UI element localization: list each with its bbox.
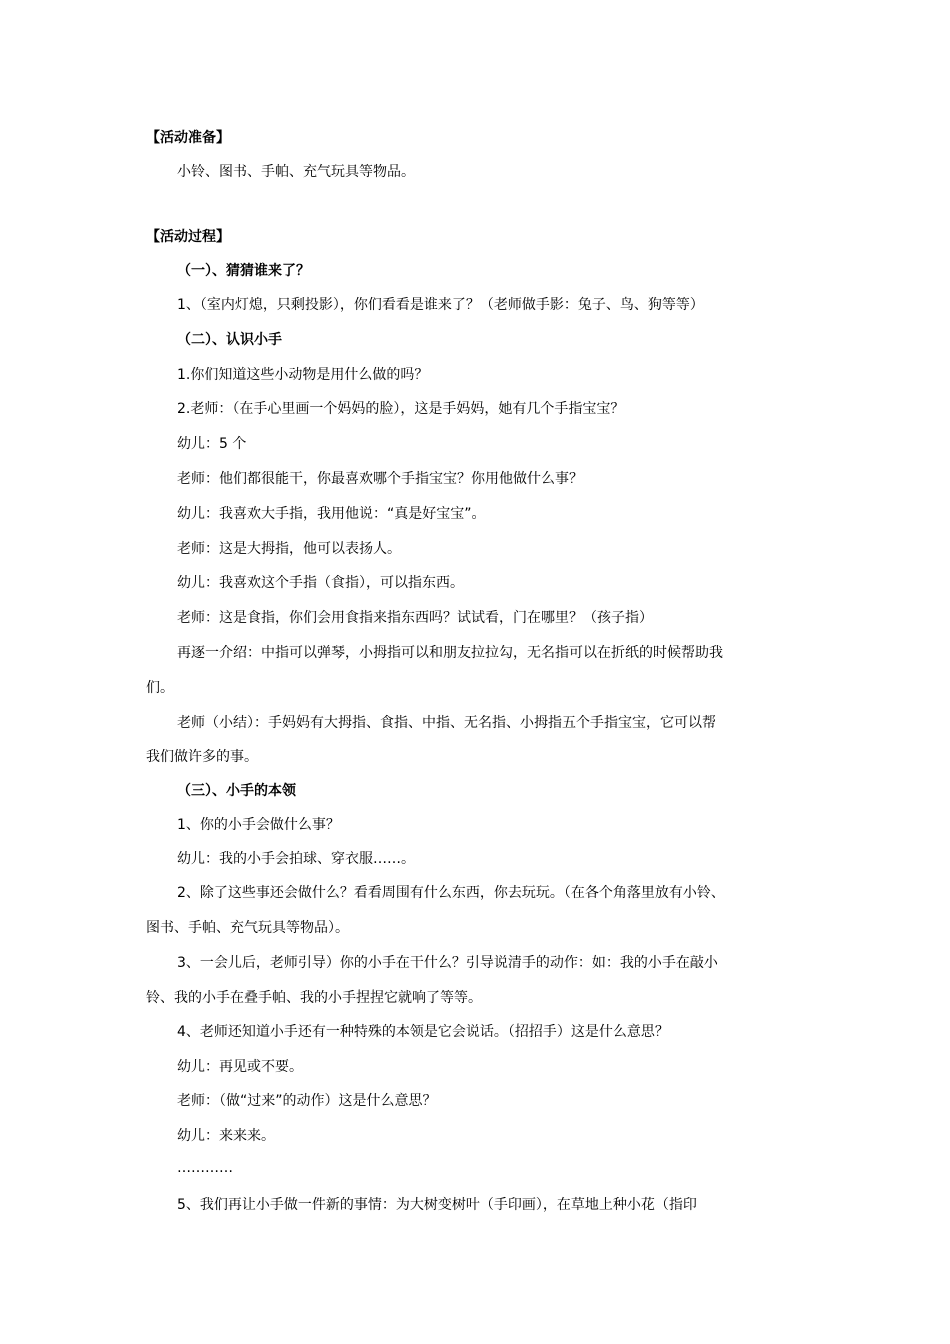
paragraph: 老师：他们都很能干，你最喜欢哪个手指宝宝？你用他做什么事？ [177, 471, 583, 487]
heading-activity-preparation: 【活动准备】 [146, 130, 230, 146]
paragraph-continuation: 铃、我的小手在叠手帕、我的小手捏捏它就响了等等。 [146, 990, 482, 1006]
ellipsis-line: ………… [177, 1160, 233, 1176]
paragraph: 幼儿：我的小手会拍球、穿衣服……。 [177, 851, 415, 867]
paragraph: 4、老师还知道小手还有一种特殊的本领是它会说话。（招招手）这是什么意思？ [177, 1024, 669, 1040]
heading-activity-process: 【活动过程】 [146, 229, 230, 245]
section-heading-1: （一）、猜猜谁来了？ [177, 263, 310, 279]
paragraph: 5、我们再让小手做一件新的事情：为大树变树叶（手印画），在草地上种小花（指印 [177, 1197, 697, 1213]
paragraph: 小铃、图书、手帕、充气玩具等物品。 [177, 164, 415, 180]
paragraph: 老师：这是大拇指，他可以表扬人。 [177, 541, 401, 557]
paragraph: 老师（小结）：手妈妈有大拇指、食指、中指、无名指、小拇指五个手指宝宝，它可以帮 [177, 715, 716, 731]
paragraph: 2.老师：（在手心里画一个妈妈的脸），这是手妈妈，她有几个手指宝宝？ [177, 401, 625, 417]
paragraph: 幼儿：来来来。 [177, 1128, 275, 1144]
paragraph: 3、一会儿后，老师引导）你的小手在干什么？引导说清手的动作：如：我的小手在敲小 [177, 955, 718, 971]
paragraph: 再逐一介绍：中指可以弹琴，小拇指可以和朋友拉拉勾，无名指可以在折纸的时候帮助我 [177, 645, 723, 661]
paragraph: 幼儿：再见或不要。 [177, 1059, 303, 1075]
paragraph: 幼儿：我喜欢这个手指（食指），可以指东西。 [177, 575, 464, 591]
paragraph-continuation: 们。 [146, 680, 174, 696]
paragraph: 1、（室内灯熄，只剩投影），你们看看是谁来了？（老师做手影：兔子、鸟、狗等等） [177, 297, 704, 313]
paragraph: 幼儿：我喜欢大手指，我用他说：“真是好宝宝”。 [177, 506, 486, 522]
section-heading-2: （二）、认识小手 [177, 332, 282, 348]
paragraph: 1、你的小手会做什么事？ [177, 817, 340, 833]
paragraph-continuation: 我们做许多的事。 [146, 749, 258, 765]
paragraph: 幼儿：5 个 [177, 436, 247, 452]
paragraph-continuation: 图书、手帕、充气玩具等物品）。 [146, 920, 349, 936]
paragraph: 老师：（做“过来”的动作）这是什么意思？ [177, 1093, 437, 1109]
paragraph: 1.你们知道这些小动物是用什么做的吗？ [177, 367, 429, 383]
paragraph: 老师：这是食指，你们会用食指来指东西吗？试试看，门在哪里？（孩子指） [177, 610, 653, 626]
paragraph: 2、除了这些事还会做什么？看看周围有什么东西，你去玩玩。（在各个角落里放有小铃、 [177, 885, 725, 901]
section-heading-3: （三）、小手的本领 [177, 783, 296, 799]
